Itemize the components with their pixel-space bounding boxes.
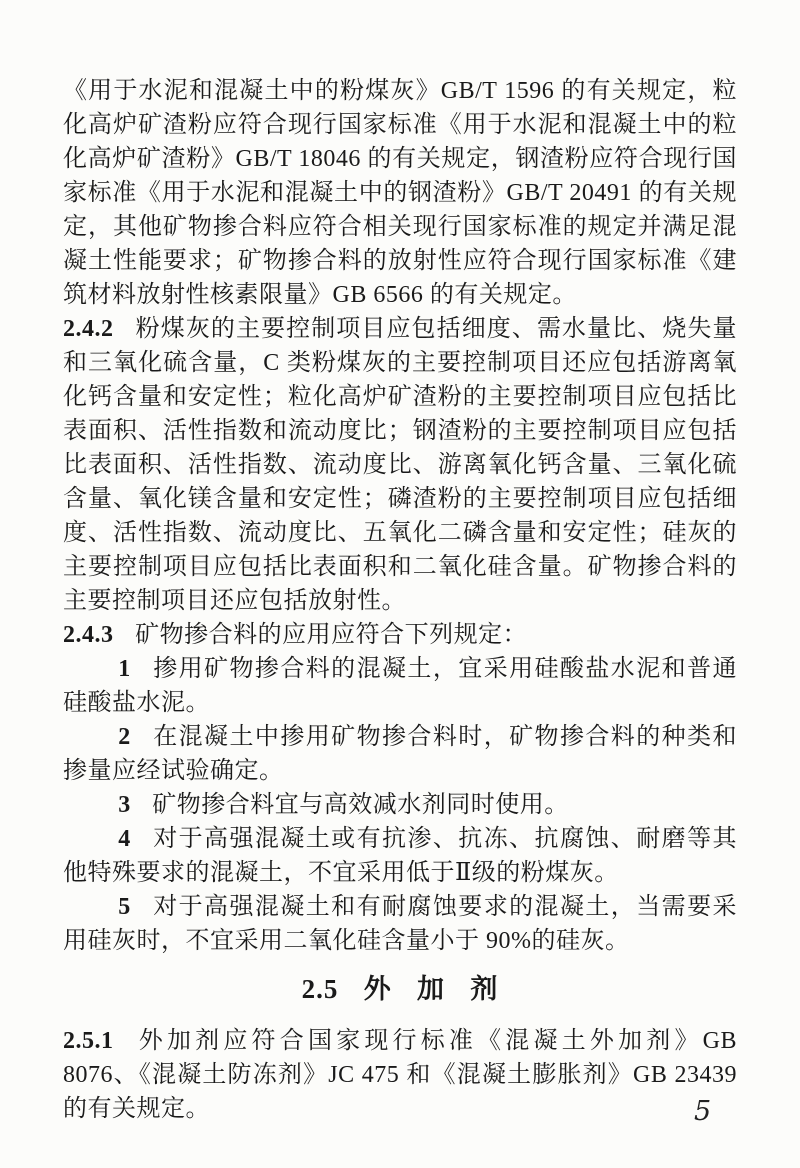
numbered-item-3 <box>63 788 737 822</box>
item-text: 掺用矿物掺合料的混凝土，宜采用硅酸盐水泥和普通硅酸盐水泥。 <box>63 656 737 716</box>
item-text: 在混凝土中掺用矿物掺合料时，矿物掺合料的种类和掺量应经试验确定。 <box>63 724 737 784</box>
clause-number: 2.4.2 <box>63 316 114 342</box>
item-number: 4 <box>118 826 131 852</box>
numbered-item-4 <box>63 822 737 890</box>
numbered-item-1 <box>63 652 737 720</box>
clause-text: 矿物掺合料的应用应符合下列规定： <box>135 622 528 648</box>
numbered-item-5 <box>63 890 737 958</box>
paragraph-continuation: 《用于水泥和混凝土中的粉煤灰》GB/T 1596 的有关规定，粒化高炉矿渣粉应符合现行国家标准《用于水泥和混凝土中的粒化高炉矿渣粉》GB/T 18046 的有关规定，钢渣粉应符合现行国家标准《用于水泥和混凝土中的钢渣粉》GB/T 20491 的有关规定，其他矿物掺合料应符合相关现行国家标准的规定并满足混凝土性能要求；矿物掺合料的放射性应符合现行国家标准《建筑材料放射性核素限量》GB 6566 的有关规定。 <box>63 78 737 308</box>
item-text: 对于高强混凝土或有抗渗、抗冻、抗腐蚀、耐磨等其他特殊要求的混凝土，不宜采用低于Ⅱ级的粉煤灰。 <box>63 826 737 886</box>
item-number: 5 <box>118 894 131 920</box>
section-heading: 2.5 外 加 剂 <box>301 974 499 1004</box>
clause-text: 外加剂应符合国家现行标准《混凝土外加剂》GB 8076、《混凝土防冻剂》JC 475 和《混凝土膨胀剂》GB 23439 的有关规定。 <box>63 1028 737 1122</box>
clause-2-4-3 <box>63 618 737 652</box>
item-text: 矿物掺合料宜与高效减水剂同时使用。 <box>152 792 569 818</box>
numbered-item-2 <box>63 720 737 788</box>
clause-2-5-1 <box>63 1024 737 1126</box>
page-number: 5 <box>694 1096 712 1127</box>
item-number: 3 <box>118 792 131 818</box>
clause-2-4-2 <box>63 312 737 618</box>
clause-number: 2.4.3 <box>63 622 114 648</box>
item-number: 1 <box>118 656 131 682</box>
item-text: 对于高强混凝土和有耐腐蚀要求的混凝土，当需要采用硅灰时，不宜采用二氧化硅含量小于 90%的硅灰。 <box>63 894 737 954</box>
item-number: 2 <box>118 724 131 750</box>
document-body <box>63 74 737 1126</box>
clause-text: 粉煤灰的主要控制项目应包括细度、需水量比、烧失量和三氧化硫含量，C 类粉煤灰的主要控制项目还应包括游离氧化钙含量和安定性；粒化高炉矿渣粉的主要控制项目应包括比表面积、活性指数和流动度比；钢渣粉的主要控制项目应包括比表面积、活性指数、流动度比、游离氧化钙含量、三氧化硫含量、氧化镁含量和安定性；磷渣粉的主要控制项目应包括细度、活性指数、流动度比、五氧化二磷含量和安定性；硅灰的主要控制项目应包括比表面积和二氧化硅含量。矿物掺合料的主要控制项目还应包括放射性。 <box>63 316 737 614</box>
clause-number: 2.5.1 <box>63 1028 114 1054</box>
